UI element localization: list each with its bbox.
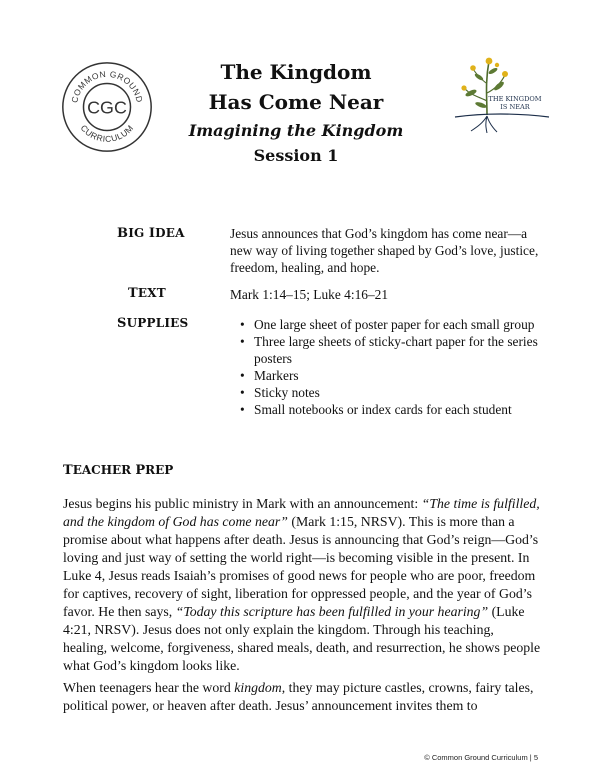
supply-item: • Markers: [230, 367, 548, 384]
page-number: 5: [533, 753, 538, 762]
logo-center-text: CGC: [87, 97, 127, 118]
page-subtitle: Imagining the Kingdom: [188, 121, 404, 140]
teacher-prep-paragraph-2: When teenagers hear the word kingdom, they may picture castles, crowns, fairy tales, political power, or heaven after death. Jesus’ announcement invites them to: [63, 680, 534, 713]
footer-copyright: © Common Ground Curriculum: [424, 753, 528, 762]
page-footer: © Common Ground Curriculum | 5: [424, 753, 538, 762]
emphasized-word: kingdom: [234, 680, 282, 695]
teacher-prep-heading: TEACHER PREP: [63, 463, 174, 478]
kingdom-is-near-logo: [449, 53, 551, 133]
supply-item: • One large sheet of poster paper for each small group: [230, 316, 548, 333]
svg-text:CURRICULUM: [79, 123, 136, 144]
supply-item: • Small notebooks or index cards for each student: [230, 401, 548, 418]
kingdom-logo-line2: IS NEAR: [500, 103, 530, 111]
common-ground-curriculum-logo: [60, 60, 154, 154]
supplies-list: [230, 316, 548, 418]
scripture-quote: “The time is fulfilled, and the kingdom of God has come near”: [63, 496, 540, 529]
big-idea-text: Jesus announces that God’s kingdom has come near—a new way of living together shaped by God’s love, justice, freedom, healing, and hope.: [230, 226, 539, 275]
scripture-reference: Mark 1:14–15; Luke 4:16–21: [230, 287, 389, 302]
big-idea-label: BIG IDEA: [117, 226, 185, 241]
kingdom-logo-line1: THE KINGDOM: [488, 95, 542, 103]
scripture-quote: “Today this scripture has been fulfilled in your hearing”: [175, 604, 489, 619]
logo-top-text: COMMON GROUND: [69, 68, 145, 104]
page-title-line2: Has Come Near: [208, 90, 384, 114]
supplies-label: SUPPLIES: [117, 316, 189, 331]
session-label: Session 1: [253, 146, 339, 165]
logo-bottom-text: CURRICULUM: [78, 122, 136, 144]
teacher-prep-paragraph-1: Jesus begins his public ministry in Mark with an announcement: “The time is fulfilled, and the kingdom of God has come near” (Mark 1:15, NRSV). This is more than a promise about what happens after death. Jesus is announcing that God’s reign—God’s loving and just way of setting the world right—is becoming visible in the present. In Luke 4, Jesus reads Isaiah’s promises of good news for people who are poor, freedom for captives, recovery of sight, liberation for oppressed people, and the year of God’s favor. He then says, “Today this scripture has been fulfilled in your hearing” (Luke 4:21, NRSV). Jesus does not only explain the kingdom. Through his teaching, healing, welcome, forgiveness, shared meals, death, and resurrection, he shows people what God’s kingdom looks like.: [63, 496, 541, 673]
page-title-line1: The Kingdom: [220, 60, 372, 84]
text-label: TEXT: [128, 286, 166, 301]
supply-item: • Three large sheets of sticky-chart paper for the series posters: [230, 333, 548, 367]
supply-item: • Sticky notes: [230, 384, 548, 401]
